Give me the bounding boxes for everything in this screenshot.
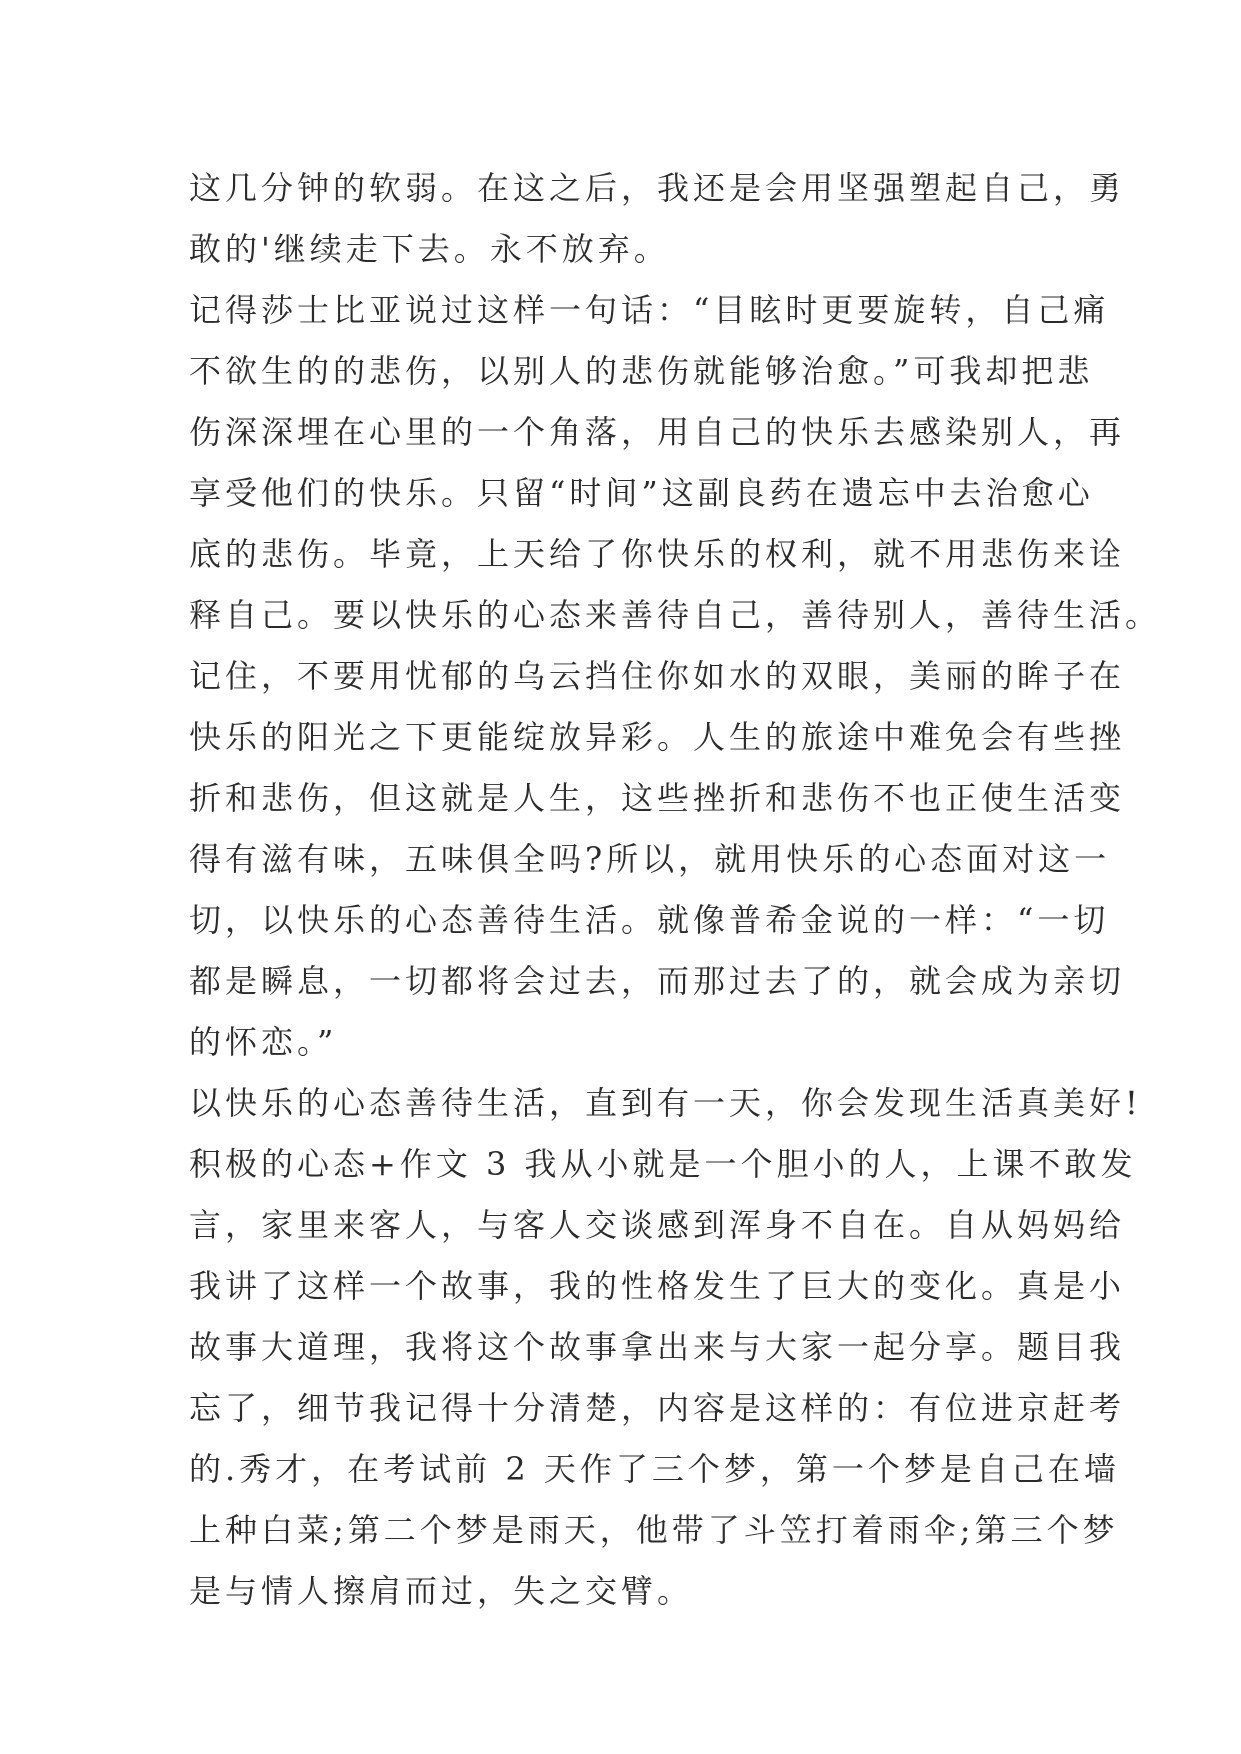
text-line: 这几分钟的软弱。在这之后，我还是会用坚强塑起自己，勇: [189, 169, 1126, 207]
text-line: 得有滋有味，五味俱全吗?所以，就用快乐的心态面对这一: [189, 840, 1111, 878]
text-line: 底的悲伤。毕竟，上天给了你快乐的权利，就不用悲伤来诠: [189, 535, 1126, 573]
text-line: 言，家里来客人，与客人交谈感到浑身不自在。自从妈妈给: [189, 1206, 1126, 1244]
text-line: 记住，不要用忧郁的乌云挡住你如水的双眼，美丽的眸子在: [189, 657, 1126, 695]
text-line: 伤深深埋在心里的一个角落，用自己的快乐去感染别人，再: [189, 413, 1126, 451]
text-line: 的怀恋。”: [189, 1023, 338, 1061]
text-line: 快乐的阳光之下更能绽放异彩。人生的旅途中难免会有些挫: [189, 718, 1126, 756]
text-line: 忘了，细节我记得十分清楚，内容是这样的：有位进京赶考: [189, 1389, 1126, 1427]
text-line: 不欲生的的悲伤，以别人的悲伤就能够治愈。”可我却把悲: [189, 352, 1094, 390]
text-line: 释自己。要以快乐的心态来善待自己，善待别人，善待生活。: [189, 596, 1162, 634]
text-line: 故事大道理，我将这个故事拿出来与大家一起分享。题目我: [189, 1328, 1126, 1366]
text-line: 以快乐的心态善待生活，直到有一天，你会发现生活真美好!: [189, 1084, 1142, 1122]
text-line: 记得莎士比亚说过这样一句话：“目眩时更要旋转，自己痛: [189, 291, 1110, 329]
text-line: 都是瞬息，一切都将会过去，而那过去了的，就会成为亲切: [189, 962, 1126, 1000]
text-line: 我讲了这样一个故事，我的性格发生了巨大的变化。真是小: [189, 1267, 1126, 1305]
text-line: 折和悲伤，但这就是人生，这些挫折和悲伤不也正使生活变: [189, 779, 1126, 817]
body-text: [189, 158, 1162, 1622]
text-line: 是与情人擦肩而过，失之交臂。: [189, 1572, 694, 1610]
text-line: 上种白菜;第二个梦是雨天，他带了斗笠打着雨伞;第三个梦: [189, 1511, 1119, 1549]
text-line: 的.秀才，在考试前 2 天作了三个梦，第一个梦是自己在墙: [189, 1450, 1120, 1488]
text-line: 切，以快乐的心态善待生活。就像普希金说的一样：“一切: [189, 901, 1110, 939]
text-line: 敢的'继续走下去。永不放弃。: [189, 230, 670, 268]
text-line: 积极的心态+作文 3 我从小就是一个胆小的人，上课不敢发: [189, 1145, 1137, 1183]
text-line: 享受他们的快乐。只留“时间”这副良药在遗忘中去治愈心: [189, 474, 1094, 512]
